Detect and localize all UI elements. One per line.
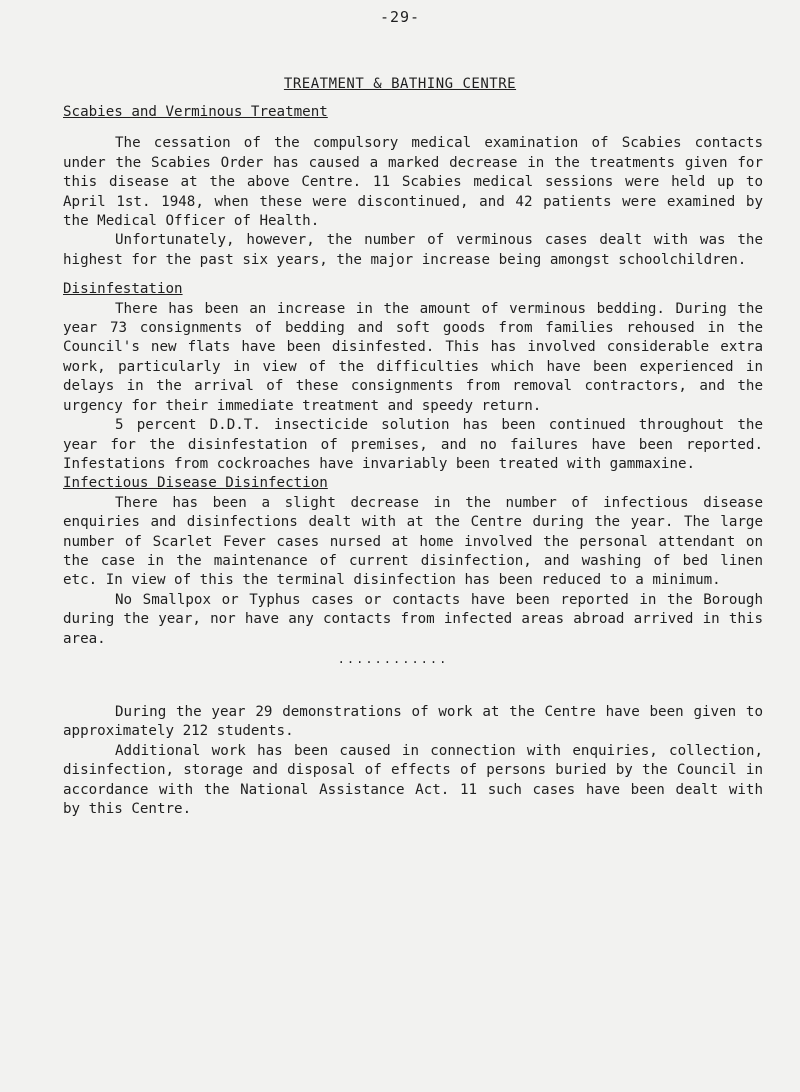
page-number: -29- bbox=[379, 8, 421, 26]
disinfestation-heading: Disinfestation bbox=[63, 281, 183, 298]
scabies-paragraph-2: Unfortunately, however, the number of verminous cases dealt with was the highest for the past six years, the major increase being amongst schoolchildren. bbox=[63, 232, 763, 268]
disinfestation-paragraph-2: 5 percent D.D.T. insecticide solution has been continued throughout the year for the disinfestation of premises, and no failures have been reported. Infestations from cockroaches have invariably been treated with gammaxine. bbox=[63, 417, 763, 472]
disinfestation-paragraph-1: There has been an increase in the amount of verminous bedding. During the year 73 consignments of bedding and soft goods from families rehoused in the Council's new flats have been disinfested. This has involved considerable extra work, particularly in view of the difficulties which have been experienced in delays in the arrival of these consignments from removal contractors, and the urgency for their immediate treatment and speedy return. bbox=[63, 300, 763, 414]
section-separator: ............ bbox=[337, 651, 449, 666]
document-body bbox=[63, 103, 763, 819]
infectious-disease-paragraph-2: No Smallpox or Typhus cases or contacts have been reported in the Borough during the year, nor have any contacts from infected areas abroad arrived in this area. bbox=[63, 591, 763, 647]
closing-paragraph-1: During the year 29 demonstrations of work at the Centre have been given to approximately 212 students. bbox=[63, 703, 763, 740]
scabies-heading: Scabies and Verminous Treatment bbox=[63, 104, 328, 120]
infectious-disease-heading: Infectious Disease Disinfection bbox=[63, 475, 328, 492]
scabies-paragraph-1: The cessation of the compulsory medical examination of Scabies contacts under the Scabies Order has caused a marked decrease in the treatments given for this disease at the above Centre. 11 Scabies medical sessions were held up to April 1st. 1948, when these were discontinued, and 42 patients were examined by the Medical Officer of Health. bbox=[63, 135, 763, 230]
closing-paragraph-2: Additional work has been caused in connection with enquiries, collection, disinfection, storage and disposal of effects of persons buried by the Council in accordance with the National Assistance Act. 11 such cases have been dealt with by this Centre. bbox=[63, 742, 763, 817]
infectious-disease-paragraph-1: There has been a slight decrease in the number of infectious disease enquiries and disinfections dealt with at the Centre during the year. The large number of Scarlet Fever cases nursed at home involved the personal attendant on the case in the maintenance of current disinfection, and washing of bed linen etc. In view of this the terminal disinfection has been reduced to a minimum. bbox=[63, 494, 763, 589]
page-title: TREATMENT & BATHING CENTRE bbox=[283, 76, 517, 92]
